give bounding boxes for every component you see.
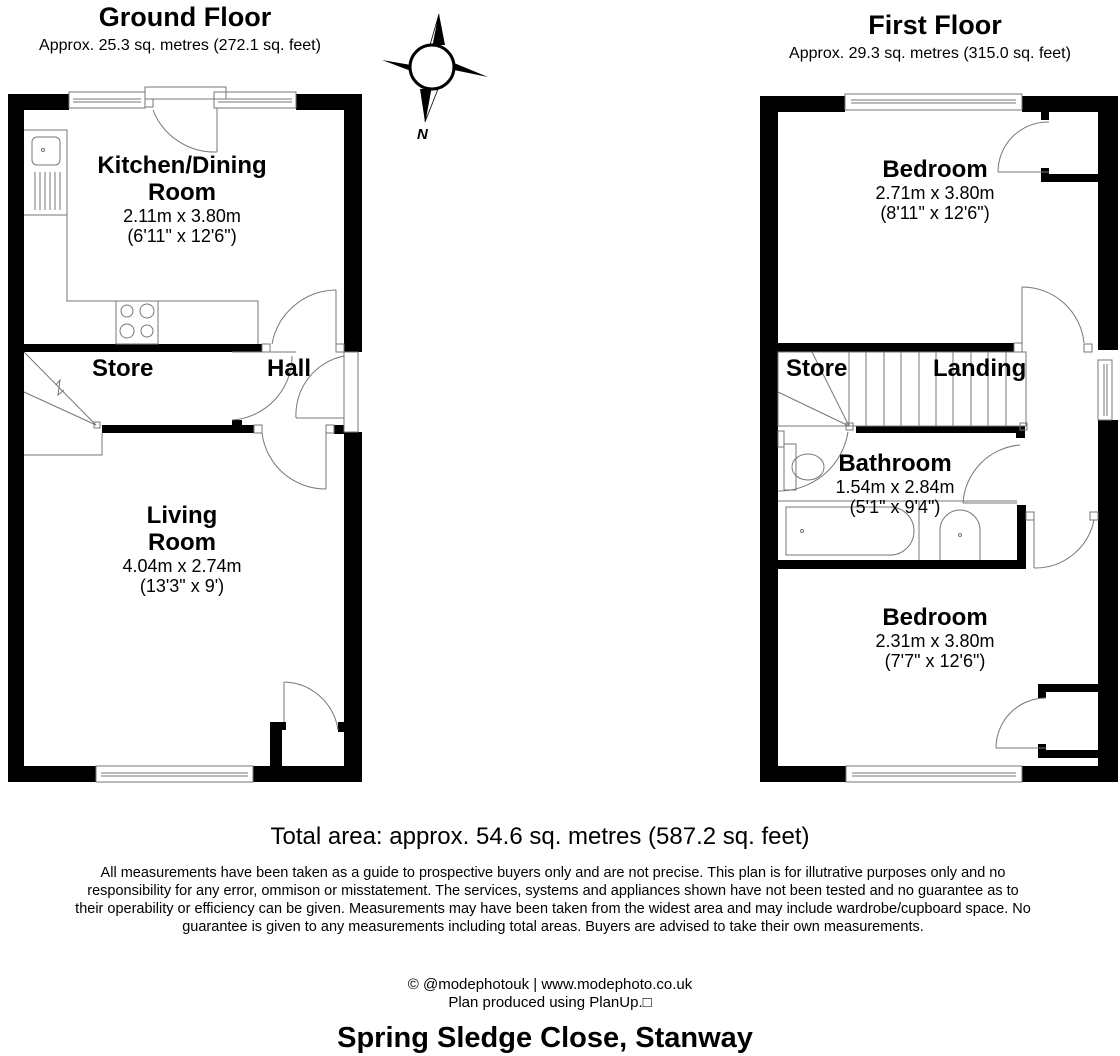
total-area: Total area: approx. 54.6 sq. metres (587.2 sq. feet) [270, 823, 810, 850]
ground-floor-title: Ground Floor [98, 2, 272, 32]
room-imperial: (8'11" x 12'6") [880, 203, 990, 223]
room-name: Room [148, 529, 216, 556]
first-floor-title: First Floor [868, 10, 1002, 40]
room-metric: 1.54m x 2.84m [835, 477, 955, 497]
room-store-ground: Store [92, 355, 154, 382]
room-name: Room [148, 179, 216, 206]
room-name: Bathroom [838, 450, 952, 477]
room-kitchen-dining [60, 152, 304, 246]
room-imperial: (7'7" x 12'6") [884, 651, 986, 671]
room-name: Bedroom [882, 604, 988, 631]
compass-north-label: N [417, 126, 428, 143]
room-bedroom-1 [815, 156, 1055, 223]
room-landing: Landing [933, 355, 1027, 382]
room-hall: Hall [267, 355, 312, 382]
disclaimer: All measurements have been taken as a guide to prospective buyers only and are not precise. This plan is for illutrative purposes only and no responsibility for any error, ommison or misstatement. The services, systems and appliances shown have not been tested and no guarantee as to their operability or efficiency can be given. Measurements may have been taken from the widest area and may include wardrobe/cupboard space. No guarantee is given to any measurements including total areas. Buyers are advised to take their own measurements. [75, 865, 1031, 935]
first-floor-area: Approx. 29.3 sq. metres (315.0 sq. feet) [789, 45, 1071, 62]
room-store-first: Store [786, 355, 848, 382]
room-name: Bedroom [882, 156, 988, 183]
planup-credit: Plan produced using PlanUp.□ [448, 994, 652, 1011]
credit-line: © @modephotouk | www.modephoto.co.uk [407, 976, 693, 993]
property-address: Spring Sledge Close, Stanway [337, 1022, 753, 1054]
ground-floor-area: Approx. 25.3 sq. metres (272.1 sq. feet) [39, 37, 321, 54]
room-metric: 2.71m x 3.80m [875, 183, 995, 203]
room-name: Living [146, 502, 218, 529]
room-bedroom-2 [815, 604, 1055, 671]
room-imperial: (13'3" x 9') [139, 576, 225, 596]
room-imperial: (5'1" x 9'4") [849, 497, 941, 517]
room-metric: 2.11m x 3.80m [123, 206, 241, 226]
room-metric: 4.04m x 2.74m [122, 556, 242, 576]
compass-rose-icon [382, 14, 488, 122]
room-living [60, 502, 304, 596]
room-bathroom [775, 450, 1015, 517]
room-imperial: (6'11" x 12'6") [127, 226, 237, 246]
room-name: Kitchen/Dining [97, 152, 267, 179]
room-metric: 2.31m x 3.80m [875, 631, 995, 651]
